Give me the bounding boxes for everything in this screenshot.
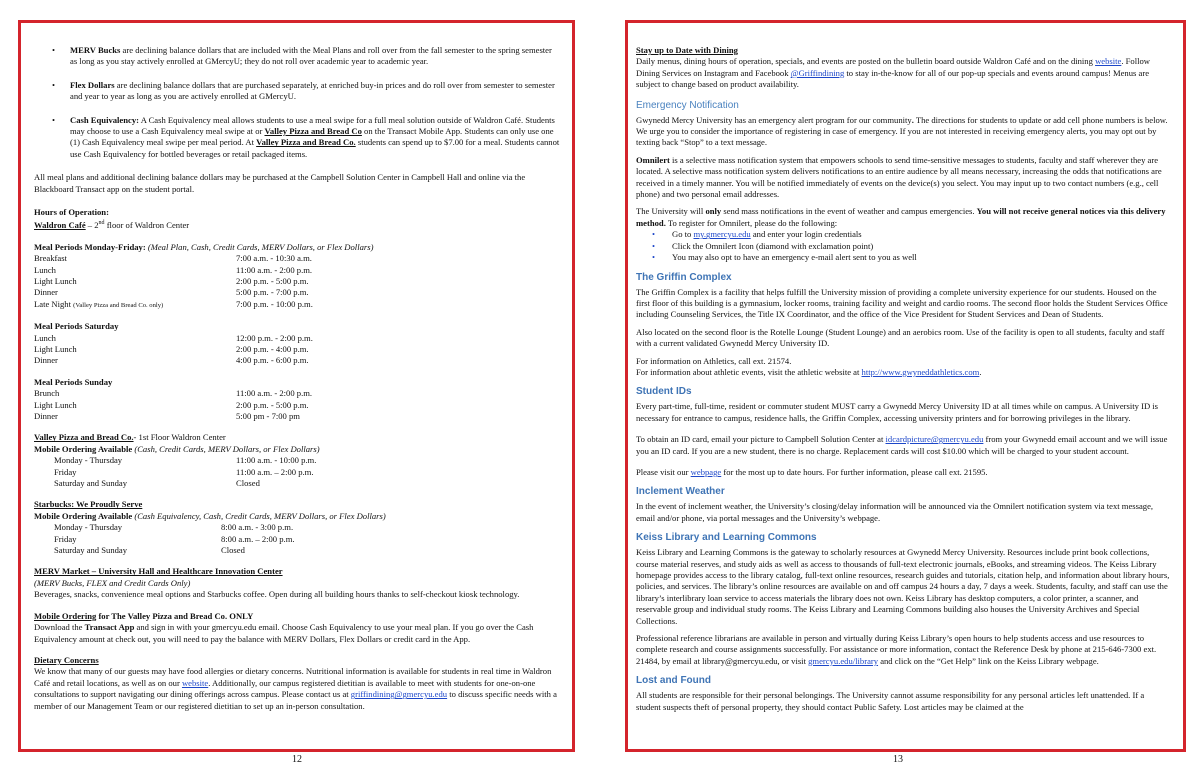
table-row: Monday - Thursday 11:00 a.m. - 10:00 p.m. [54,455,317,466]
griffin-p4: For information about athletic events, visit the athletic website at http://www.gwyneddathletics.com. [636,366,982,377]
table-row: Light Lunch 2:00 p.m. - 4:00 p.m. [34,343,309,354]
table-row: Friday 8:00 a.m. – 2:00 p.m. [54,533,295,544]
merv-market-heading: MERV Market – University Hall and Healthcare Innovation Center [34,566,283,577]
library-p2: Professional reference librarians are available in person and virtually during Keiss Library’s open hours to help students access and use resources to complete research and course assignments successfully. For assistance or more information, contact the Reference Desk by phone at 215-646-7300 ext. 21484, by email at library@gmercyu.edu, or visit gmercyu.edu/library and click on the “Get Help” link on the Keiss Library webpage. [636,633,1157,666]
merv-market-text: Beverages, snacks, convenience meal options and Starbucks coffee. Open during all building hours thanks to self-checkout kiosk technology. [34,589,520,600]
weekday-heading: Meal Periods Monday-Friday: (Meal Plan, Cash, Credit Cards, MERV Dollars, or Flex Dollars) [34,241,374,252]
page-number: 13 [893,754,903,765]
webpage-link[interactable]: webpage [690,466,722,477]
emergency-p1: Gwynedd Mercy University has an emergency alert program for our community. The directions for students to update or add cell phone numbers is below. We urge you to consider the importance of registering in case of emergency. If you are not interested in receiving emergency alerts, you may opt out by texting back “Stop” to a text message. [636,114,1168,148]
valley-heading: Valley Pizza and Bread Co.- 1st Floor Waldron Center [34,432,226,443]
griffin-p3: For information on Athletics, call ext. 21574. [636,355,792,366]
idcard-email-link[interactable]: idcardpicture@gmercyu.edu [885,434,984,445]
table-row: Lunch 12:00 p.m. - 2:00 p.m. [34,332,313,343]
list-item: • You may also opt to have an emergency e-mail alert sent to you as well [636,252,1171,263]
table-row: Saturday and Sunday Closed [54,545,245,556]
griffin-p1: The Griffin Complex is a facility that helps fulfill the University mission of providing a complete university experience for our students. Housed on the first floor of this building is a gymnasium, locker rooms, training facility and weight and cardio rooms. The second floor holds the Student Services Office including Counseling Services, the Title IX Coordinator, and the office of the Vice President for Student Services and Dean of Students. [636,286,1168,320]
dietary-heading: Dietary Concerns [34,654,99,665]
table-row: Late Night (Valley Pizza and Bread Co. only) 7:00 p.m. - 10:00 p.m. [34,298,313,309]
table-row: Brunch 11:00 a.m. - 2:00 p.m. [34,388,313,399]
ids-p2: To obtain an ID card, email your picture to Campbell Solution Center at idcardpicture@gmercyu.edu from your Gwynedd email account and we will issue you an ID card. If you are a new student, there is no charge. Replacement cards will cost $10.00 which will be charged to your student account. [636,434,1168,456]
weather-p1: In the event of inclement weather, the University’s closing/delay information will be announced via the Omnilert notification system via text message, email and/or phone, via portal messages and the University’s webpage. [636,501,1154,523]
weather-heading: Inclement Weather [636,486,725,498]
griffindining-social-link[interactable]: @Griffindining [790,67,845,78]
athletics-link[interactable]: http://www.gwyneddathletics.com [861,366,980,377]
stay-text: Daily menus, dining hours of operation, specials, and events are posted on the bulletin board outside Waldron Café and on the dining website. Follow Dining Services on Instagram and Facebook @Griffindining to stay in-the-know for all of our pop-up specials and events around campus! Menus are subject to change based on product availability. [636,56,1150,90]
table-row: Friday 11:00 a.m. – 2:00 p.m. [54,466,314,477]
list-item: • Go to my.gmercyu.edu and enter your login credentials [636,229,1171,240]
table-row: Light Lunch 2:00 p.m. - 5:00 p.m. [34,399,309,410]
purchase-note: All meal plans and additional declining balance dollars may be purchased at the Campbell Solution Center in Campbell Hall and online via the Blackboard Transact app on the student portal. [34,172,526,194]
mobile-ordering-text: Download the Transact App and sign in with your gmercyu.edu email. Choose Cash Equivalency to use your meal plan. If you go over the Cash Equivalency amount at check out, you will need to pay the balance with MERV Dollars, Flex Dollars or credit card in the App. [34,622,534,644]
meal-plan-terms-list [34,45,560,160]
ids-heading: Student IDs [636,386,692,398]
emergency-p3: The University will only send mass notifications in the event of weather and campus emergencies. You will not receive general notices via this delivery method. To register for Omnilert, please do the following: [636,206,1166,228]
ids-p1: Every part-time, full-time, resident or commuter student MUST carry a Gwynedd Mercy University ID at all times while on campus. A University ID is necessary for entrance to campus, residence halls, the Griffin Complex, accessing university printers and for borrowing privileges in the library. [636,401,1159,423]
hours-heading: Hours of Operation: [34,207,109,218]
starbucks-heading: Starbucks: We Proudly Serve [34,499,143,510]
merv-market-note: (MERV Bucks, FLEX and Credit Cards Only) [34,577,191,588]
library-heading: Keiss Library and Learning Commons [636,532,817,544]
ids-p3: Please visit our webpage for the most up to date hours. For further information, please call ext. 21595. [636,466,988,477]
table-row: Saturday and Sunday Closed [54,478,260,489]
lost-p1: All students are responsible for their personal belongings. The University cannot assume responsibility for any personal articles left unattended. If a student suspects theft of personal property, they should contact Public Safety. Lost articles may be claimed at the [636,690,1145,712]
table-row: Dinner 4:00 p.m. - 6:00 p.m. [34,355,309,366]
list-item: • Flex Dollars are declining balance dollars that are purchased separately, at enriched buy-in prices and do roll over from semester to semester and year to year as long as you are actively enrolled at GMercyU. [34,80,560,103]
saturday-heading: Meal Periods Saturday [34,321,119,332]
dietary-text: We know that many of our guests may have food allergies or dietary concerns. Nutritional information is available for students in real time in Waldron Café and retail locations, as well as on our website. Additionally, our campus registered dietitian is available to meet with students for one-on-one consultations to support navigating our dining offerings across campus. Please contact us at griffindining@gmercyu.edu to discuss specific needs with a member of our Management Team or our registered dietitian to set up an in-person consultation. [34,666,557,711]
table-row: Dinner 5:00 pm - 7:00 pm [34,411,300,422]
page-number: 12 [292,754,302,765]
stay-heading: Stay up to Date with Dining [636,45,738,55]
page-left [18,20,575,752]
table-row: Lunch 11:00 a.m. - 2:00 p.m. [34,264,313,275]
dining-website-link[interactable]: website [1095,56,1122,67]
table-row: Light Lunch 2:00 p.m. - 5:00 p.m. [34,275,309,286]
page-right [625,20,1186,752]
library-p1: Keiss Library and Learning Commons is the gateway to scholarly resources at Gwynedd Mercy University. Resources include print book collections, course material reserves, and study aids as well as access to thousands of full-text electronic journals, eBooks, and streaming videos. The Keiss Library homepage provides access to the library catalog, full-text online resources, research guides and tutorials, citation help, and information about library hours, policies, and services. The library’s online resources are available on and off campus 24 hours a day, 7 days a week. Students, faculty, and staff can use the library’s interlibrary loan service to access materials the library does not own. Keiss Library has desktop computers, a color printer, a scanner, and reservable group and individual study rooms. The Keiss Library and Learning Commons building also houses the University Archives and Special Collections. [636,547,1170,626]
sunday-heading: Meal Periods Sunday [34,376,113,387]
list-item: • Cash Equivalency: A Cash Equivalency meal allows students to use a meal swipe for a full meal solution outside of Waldron Café. Students may choose to use a Cash Equivalency meal swipe at or Valley Pizza and Bread Co on the Transact Mobile App. Students can only use one (1) Cash Equivalency meal swipe per meal period. At Valley Pizza and Bread Co. students can spend up to $7.00 for a meal. Students cannot use Cash Equivalency for bottled beverages or retail packaged items. [34,115,560,161]
list-item: • MERV Bucks are declining balance dollars that are included with the Meal Plans and roll over from the fall semester to the spring semester as long as you stay actively enrolled at GMercyU; they do not roll over academic year to academic year. [34,45,560,68]
portal-link[interactable]: my.gmercyu.edu [693,229,751,240]
emergency-heading: Emergency Notification [636,99,739,111]
griffin-heading: The Griffin Complex [636,271,732,283]
dining-website-link[interactable]: website [181,677,209,688]
table-row: Monday - Thursday 8:00 a.m. - 3:00 p.m. [54,522,294,533]
starbucks-mobile: Mobile Ordering Available (Cash Equivalency, Cash, Credit Cards, MERV Dollars, or Flex Dollars) [34,510,386,521]
table-row: Breakfast 7:00 a.m. - 10:30 a.m. [34,253,312,264]
griffin-p2: Also located on the second floor is the Rotelle Lounge (Student Lounge) and an aerobics room. Use of the facility is open to all students, faculty and staff with a current validated Gwynedd Mercy University ID. [636,326,1165,349]
emergency-p2: Omnilert is a selective mass notification system that empowers schools to send time-sensitive messages to students, faculty and staff wherever they are located. A selective mass notification system delivers notifications to an entire audience by all means necessary, increasing the odds that notifications are received in a timely manner. You will be notified immediately of events on the device(s) you select. You may input up to two contact numbers (e.g., cell phone) and two personal email addresses. [636,154,1162,200]
valley-mobile: Mobile Ordering Available (Cash, Credit Cards, MERV Dollars, or Flex Dollars) [34,443,320,454]
table-row: Dinner 5:00 p.m. - 7:00 p.m. [34,287,309,298]
library-link[interactable]: gmercyu.edu/library [808,655,879,666]
list-item: • Click the Omnilert Icon (diamond with exclamation point) [636,241,1171,252]
omnilert-steps [636,229,1171,263]
mobile-ordering-heading: Mobile Ordering for The Valley Pizza and Bread Co. ONLY [34,610,254,621]
lost-heading: Lost and Found [636,675,711,687]
dining-email-link[interactable]: griffindining@gmercyu.edu [350,689,448,700]
valley-pizza-link[interactable]: Valley Pizza and Bread Co. [256,137,356,148]
valley-pizza-link[interactable]: Valley Pizza and Bread Co [264,126,362,137]
cafe-location: Waldron Café – 2nd floor of Waldron Center [34,220,190,231]
